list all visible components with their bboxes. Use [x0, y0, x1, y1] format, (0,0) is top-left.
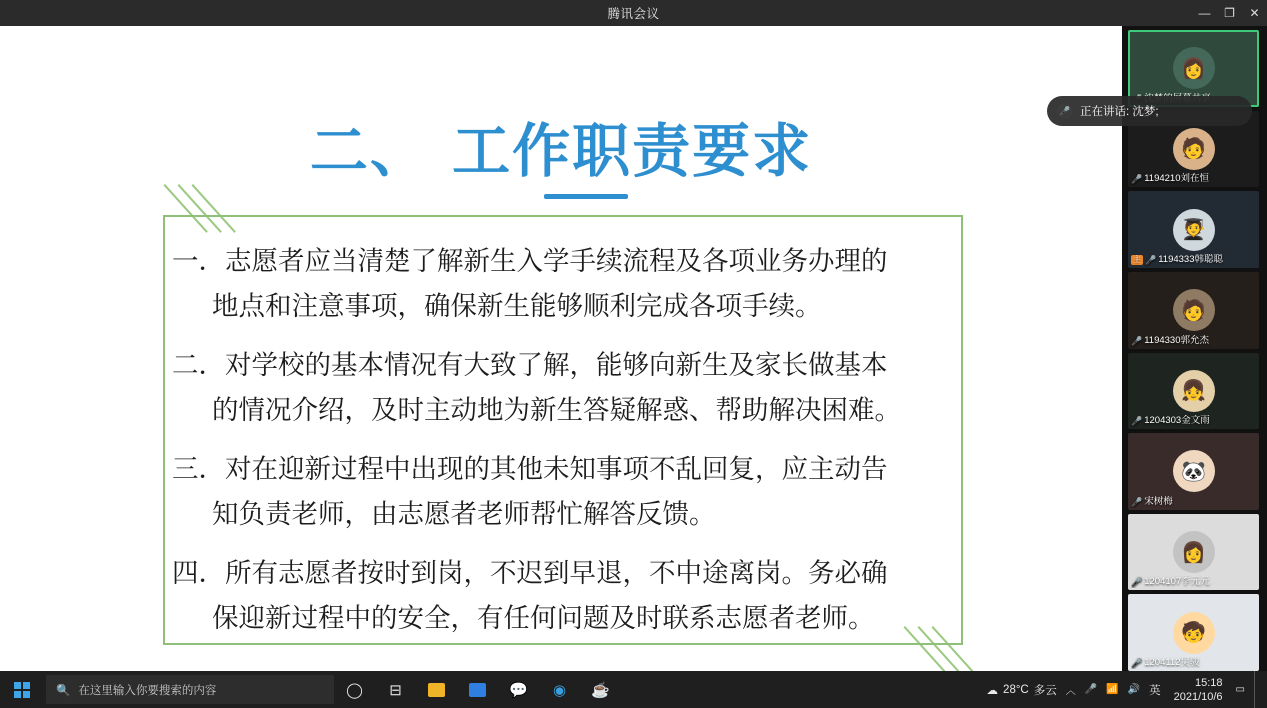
close-button[interactable]: ✕: [1249, 6, 1260, 20]
minimize-button[interactable]: —: [1198, 6, 1211, 20]
list-item-line2: 的情况介绍，及时主动地为新生答疑解惑、帮助解决困难。: [212, 395, 901, 426]
weather-desc: 多云: [1033, 684, 1057, 697]
clock-time: 15:18: [1195, 676, 1223, 689]
chevron-up-icon[interactable]: ︿: [1065, 686, 1076, 697]
list-item-line2: 保迎新过程中的安全，有任何问题及时联系志愿者老师。: [212, 603, 875, 634]
window-title: 腾讯会议: [607, 7, 660, 21]
participant-name-row: [1131, 335, 1256, 347]
browser-icon[interactable]: ◉: [552, 681, 567, 699]
clock[interactable]: [1170, 676, 1227, 704]
slide-title: 二、 工作职责要求: [309, 117, 813, 185]
participant-name-row: [1131, 254, 1256, 266]
speaking-toast: [1047, 96, 1252, 126]
slide-items: [172, 239, 962, 655]
show-desktop-button[interactable]: [1254, 671, 1261, 708]
participant-name-row: [1131, 576, 1256, 588]
search-placeholder: 在这里输入你要搜索的内容: [78, 684, 217, 697]
microphone-icon[interactable]: 🎤: [1084, 684, 1098, 695]
list-item: [172, 343, 962, 433]
taskbar-apps: [334, 671, 621, 708]
microphone-icon: 🎤: [1131, 658, 1143, 668]
participant-name-row: [1131, 496, 1256, 508]
participant-name: 1204112吴骏: [1144, 657, 1200, 668]
task-view-icon[interactable]: ⊟: [389, 681, 402, 699]
cortana-icon[interactable]: ◯: [346, 681, 363, 699]
weather-temp: 28°C: [1003, 683, 1029, 696]
avatar: 🧑: [1173, 289, 1215, 331]
windows-taskbar[interactable]: [0, 671, 1267, 708]
host-badge: 主: [1133, 254, 1141, 264]
cloud-icon: ☁: [986, 684, 999, 697]
participant-name-row: [1131, 173, 1256, 185]
tencent-meeting-icon[interactable]: [457, 671, 498, 708]
participant-tile[interactable]: [1128, 272, 1259, 349]
maximize-button[interactable]: ❐: [1224, 6, 1235, 20]
list-item-line2: 知负责老师，由志愿者老师帮忙解答反馈。: [212, 499, 716, 530]
network-icon[interactable]: 📶: [1106, 684, 1119, 695]
participant-name: 1204107李元元: [1144, 576, 1210, 588]
clock-date: 2021/10/6: [1173, 690, 1223, 703]
participant-tile[interactable]: [1128, 191, 1259, 268]
microphone-icon: 🎤: [1145, 254, 1157, 265]
participant-tile[interactable]: [1128, 514, 1259, 591]
avatar: 🧑: [1173, 128, 1215, 170]
microphone-icon: 🎤: [1057, 103, 1073, 119]
list-item-line1: 三．对在迎新过程中出现的其他未知事项不乱回复，应主动告: [172, 454, 888, 485]
participant-name-row: [1131, 657, 1256, 669]
participant-tile[interactable]: [1128, 353, 1259, 430]
participant-name: 宋树梅: [1144, 495, 1173, 507]
wechat-icon[interactable]: 💬: [509, 681, 528, 699]
shared-screen-stage[interactable]: [0, 26, 1122, 671]
microphone-icon: 🎤: [1131, 335, 1143, 346]
list-item-line1: 四．所有志愿者按时到岗，不迟到早退，不中途离岗。务必确: [172, 558, 888, 589]
participant-name: 1194330郭允杰: [1144, 334, 1209, 346]
list-item: [172, 447, 962, 537]
list-item: [172, 551, 962, 641]
participant-name: 1194210刘在恒: [1144, 173, 1209, 185]
window-controls: [1192, 0, 1267, 26]
presentation-slide: [0, 26, 1122, 671]
file-explorer-icon[interactable]: [416, 671, 457, 708]
list-item-line1: 二．对学校的基本情况有大致了解，能够向新生及家长做基本: [172, 350, 888, 381]
list-item: [172, 239, 962, 329]
volume-icon[interactable]: 🔊: [1127, 684, 1141, 695]
avatar: 👩: [1173, 531, 1215, 573]
avatar: 🐼: [1173, 450, 1215, 492]
microphone-icon: 🎤: [1131, 416, 1143, 427]
search-icon: 🔍: [56, 684, 71, 697]
system-tray: [987, 671, 1267, 708]
avatar: 👧: [1173, 370, 1215, 412]
list-item-line1: 一．志愿者应当清楚了解新生入学手续流程及各项业务办理的: [172, 246, 888, 277]
avatar: 🧒: [1173, 612, 1215, 654]
search-input[interactable]: [46, 675, 334, 704]
microphone-icon: 🎤: [1131, 496, 1143, 507]
microphone-icon: 🎤: [1131, 577, 1143, 588]
coffee-app-icon[interactable]: ☕: [591, 681, 610, 699]
notifications-icon[interactable]: ▭: [1235, 684, 1245, 695]
ime-indicator[interactable]: 英: [1149, 684, 1161, 697]
start-button[interactable]: [0, 671, 44, 708]
avatar: 🧑‍🎓: [1173, 209, 1215, 251]
title-underline: [544, 194, 628, 199]
microphone-icon: 🎤: [1131, 174, 1143, 185]
avatar: 👩: [1173, 47, 1215, 89]
participant-name-row: [1131, 415, 1256, 427]
participant-tile[interactable]: [1128, 433, 1259, 510]
title-bar: [0, 0, 1267, 26]
weather-widget[interactable]: [987, 682, 1057, 698]
participant-name: 1194333韩聪聪: [1158, 253, 1223, 265]
speaking-toast-label: 正在讲话: 沈梦;: [1080, 106, 1159, 118]
list-item-line2: 地点和注意事项，确保新生能够顺利完成各项手续。: [212, 291, 822, 322]
participant-tile[interactable]: [1128, 594, 1259, 671]
windows-logo-icon: [14, 682, 30, 698]
participant-name: 1204303金文雨: [1144, 415, 1210, 427]
